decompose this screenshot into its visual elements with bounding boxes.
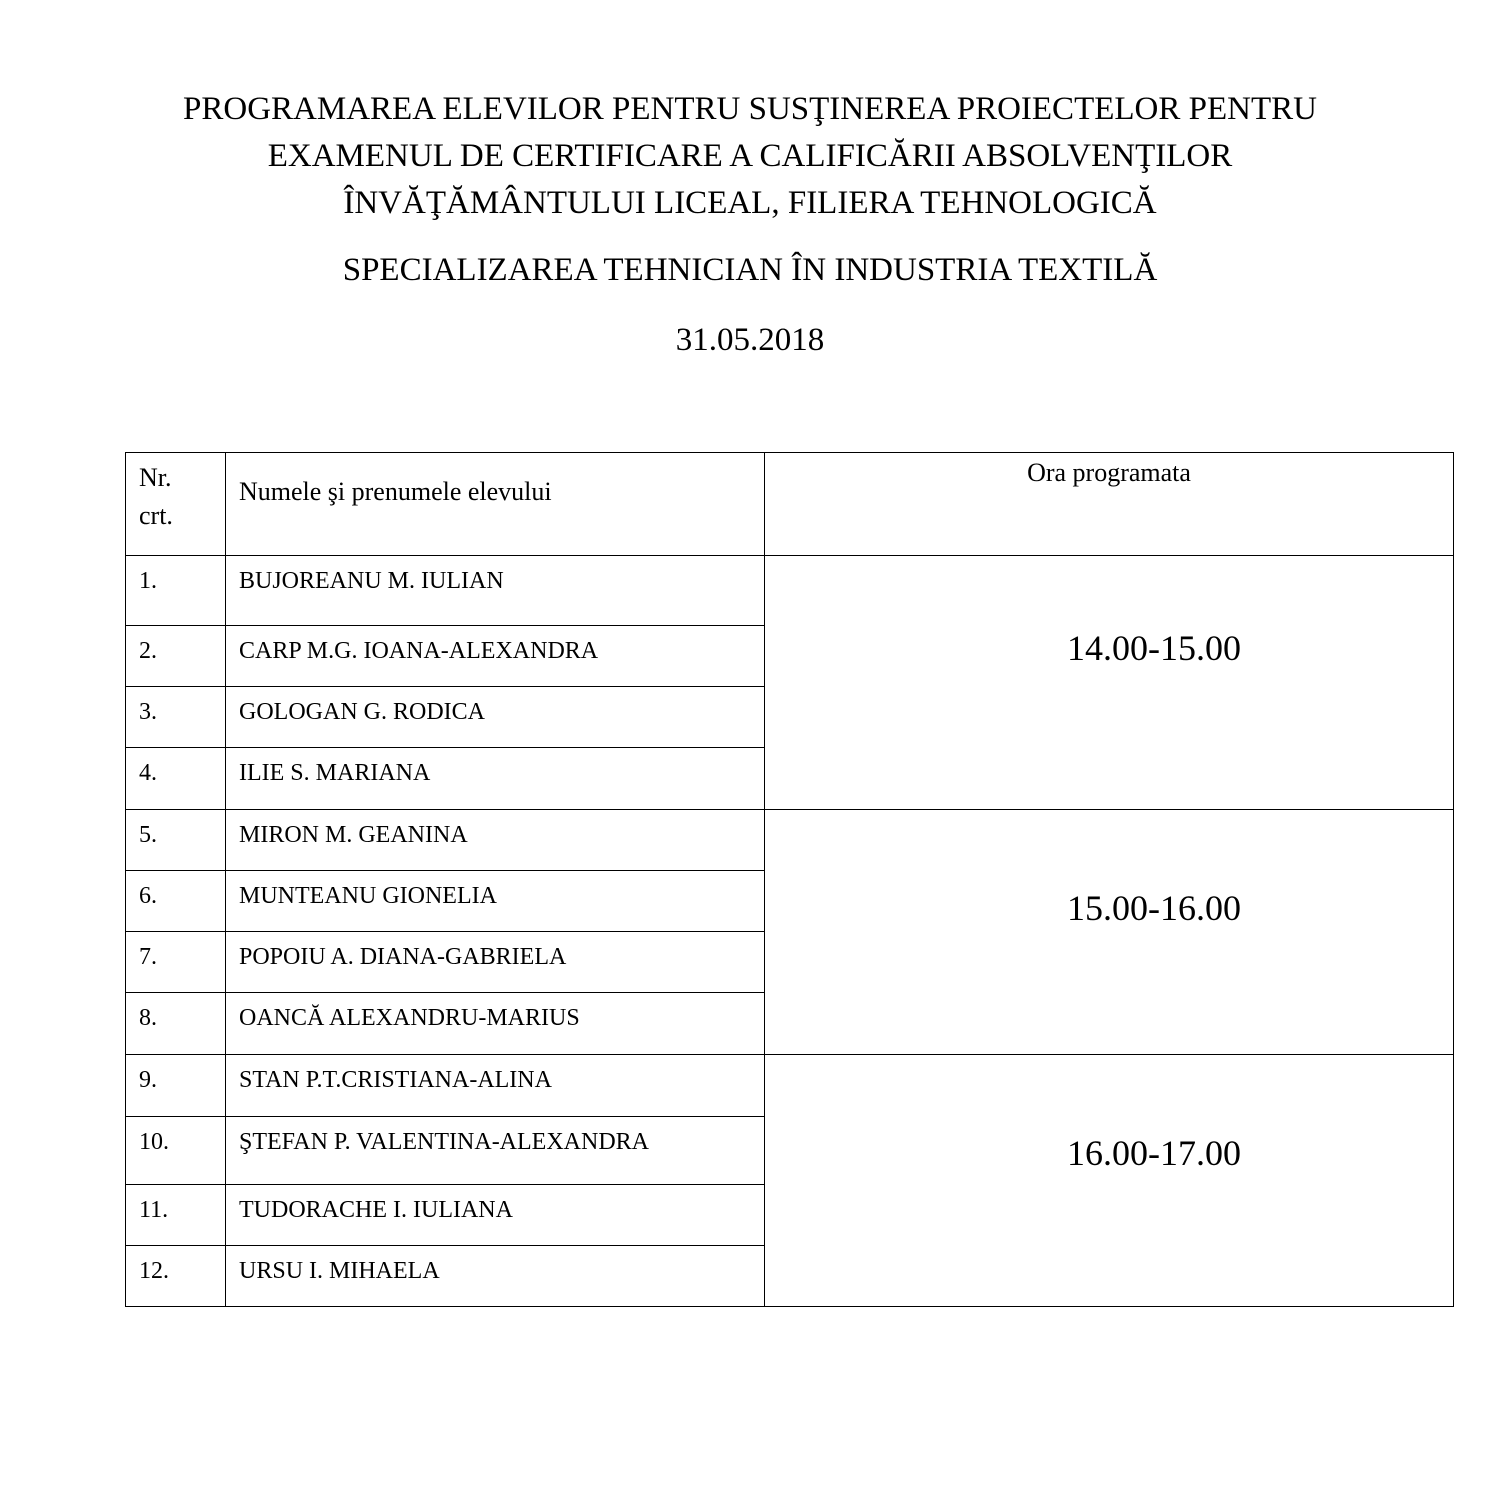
row-number: 10.: [126, 1117, 226, 1185]
row-number: 9.: [126, 1055, 226, 1117]
time-slot-value: 14.00-15.00: [1067, 628, 1241, 668]
exam-date: 31.05.2018: [675, 322, 825, 358]
student-name: POPOIU A. DIANA-GABRIELA: [226, 932, 765, 993]
specialization-heading: SPECIALIZAREA TEHNICIAN ÎN INDUSTRIA TEXTILĂ: [342, 252, 1158, 288]
title-line-2: EXAMENUL DE CERTIFICARE A CALIFICĂRII ABSOLVENŢILOR: [267, 138, 1233, 174]
row-number: 11.: [126, 1185, 226, 1246]
time-slot-cell: [765, 1055, 1454, 1307]
row-number: 3.: [126, 687, 226, 748]
row-number: 8.: [126, 993, 226, 1055]
document-title: [0, 86, 1500, 227]
table-row: [126, 556, 1454, 626]
student-name: GOLOGAN G. RODICA: [226, 687, 765, 748]
student-name: STAN P.T.CRISTIANA-ALINA: [226, 1055, 765, 1117]
student-name: BUJOREANU M. IULIAN: [226, 556, 765, 626]
student-name: URSU I. MIHAELA: [226, 1246, 765, 1307]
student-name: CARP M.G. IOANA-ALEXANDRA: [226, 626, 765, 687]
student-name: TUDORACHE I. IULIANA: [226, 1185, 765, 1246]
row-number: 2.: [126, 626, 226, 687]
row-number: 1.: [126, 556, 226, 626]
student-name: MIRON M. GEANINA: [226, 810, 765, 871]
table-row: [126, 1055, 1454, 1117]
student-name: ŞTEFAN P. VALENTINA-ALEXANDRA: [226, 1117, 765, 1185]
student-name: OANCĂ ALEXANDRU-MARIUS: [226, 993, 765, 1055]
time-slot-value: 16.00-17.00: [1067, 1133, 1241, 1173]
column-header-ora: Ora programata: [765, 453, 1454, 556]
row-number: 5.: [126, 810, 226, 871]
schedule-table: [125, 452, 1454, 1307]
title-line-1: PROGRAMAREA ELEVILOR PENTRU SUSŢINEREA PROIECTELOR PENTRU: [183, 91, 1317, 127]
time-slot-cell: [765, 810, 1454, 1055]
student-name: MUNTEANU GIONELIA: [226, 871, 765, 932]
column-header-nr: [126, 453, 226, 556]
row-number: 4.: [126, 748, 226, 810]
row-number: 7.: [126, 932, 226, 993]
column-header-nr-line2: crt.: [139, 501, 173, 530]
time-slot-value: 15.00-16.00: [1067, 888, 1241, 928]
column-header-nr-line1: Nr.: [139, 463, 172, 492]
table-row: [126, 810, 1454, 871]
time-slot-cell: [765, 556, 1454, 810]
table-header-row: [126, 453, 1454, 556]
row-number: 12.: [126, 1246, 226, 1307]
student-name: ILIE S. MARIANA: [226, 748, 765, 810]
row-number: 6.: [126, 871, 226, 932]
title-line-3: ÎNVĂŢĂMÂNTULUI LICEAL, FILIERA TEHNOLOGICĂ: [343, 185, 1157, 221]
column-header-name: Numele şi prenumele elevului: [226, 453, 765, 556]
